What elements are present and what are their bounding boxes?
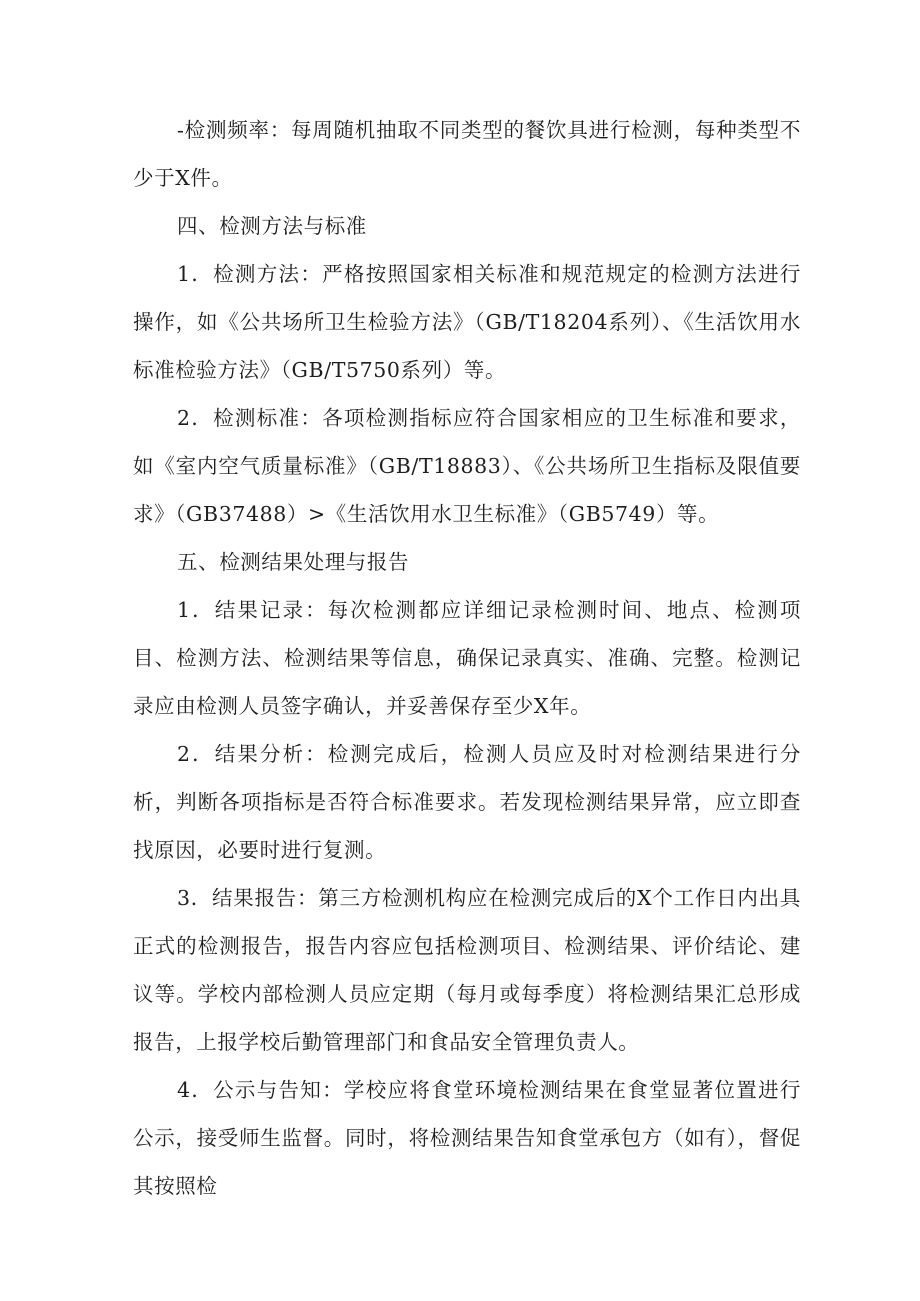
section-heading-results-report: 五、检测结果处理与报告 (177, 550, 410, 574)
paragraph-result-report: 3．结果报告：第三方检测机构应在检测完成后的X个工作日内出具正式的检测报告，报告内容应包括检测项目、检测结果、评价结论、建议等。学校内部检测人员应定期（每月或每季度）将检测结果汇总形成报告，上报学校后勤管理部门和食品安全管理负责人。 (133, 886, 801, 1054)
paragraph-result-record: 1．结果记录：每次检测都应详细记录检测时间、地点、检测项目、检测方法、检测结果等信息，确保记录真实、准确、完整。检测记录应由检测人员签字确认，并妥善保存至少X年。 (133, 598, 801, 718)
paragraph-detection-method: 1．检测方法：严格按照国家相关标准和规范规定的检测方法进行操作，如《公共场所卫生检验方法》（GB/T18204系列）、《生活饮用水标准检验方法》（GB/T5750系列）等。 (133, 262, 801, 382)
section-heading-methods-standards: 四、检测方法与标准 (177, 214, 367, 238)
paragraph-detection-frequency: -检测频率：每周随机抽取不同类型的餐饮具进行检测，每种类型不少于X件。 (133, 118, 801, 190)
document-body (133, 106, 801, 1210)
paragraph-result-analysis: 2．结果分析：检测完成后，检测人员应及时对检测结果进行分析，判断各项指标是否符合标准要求。若发现检测结果异常，应立即查找原因，必要时进行复测。 (133, 742, 801, 862)
paragraph-publicity-notice: 4．公示与告知：学校应将食堂环境检测结果在食堂显著位置进行公示，接受师生监督。同时，将检测结果告知食堂承包方（如有），督促其按照检 (133, 1078, 801, 1198)
paragraph-detection-standard: 2．检测标准：各项检测指标应符合国家相应的卫生标准和要求，如《室内空气质量标准》（GB/T18883）、《公共场所卫生指标及限值要求》（GB37488）>《生活饮用水卫生标准》（GB5749）等。 (133, 406, 801, 526)
